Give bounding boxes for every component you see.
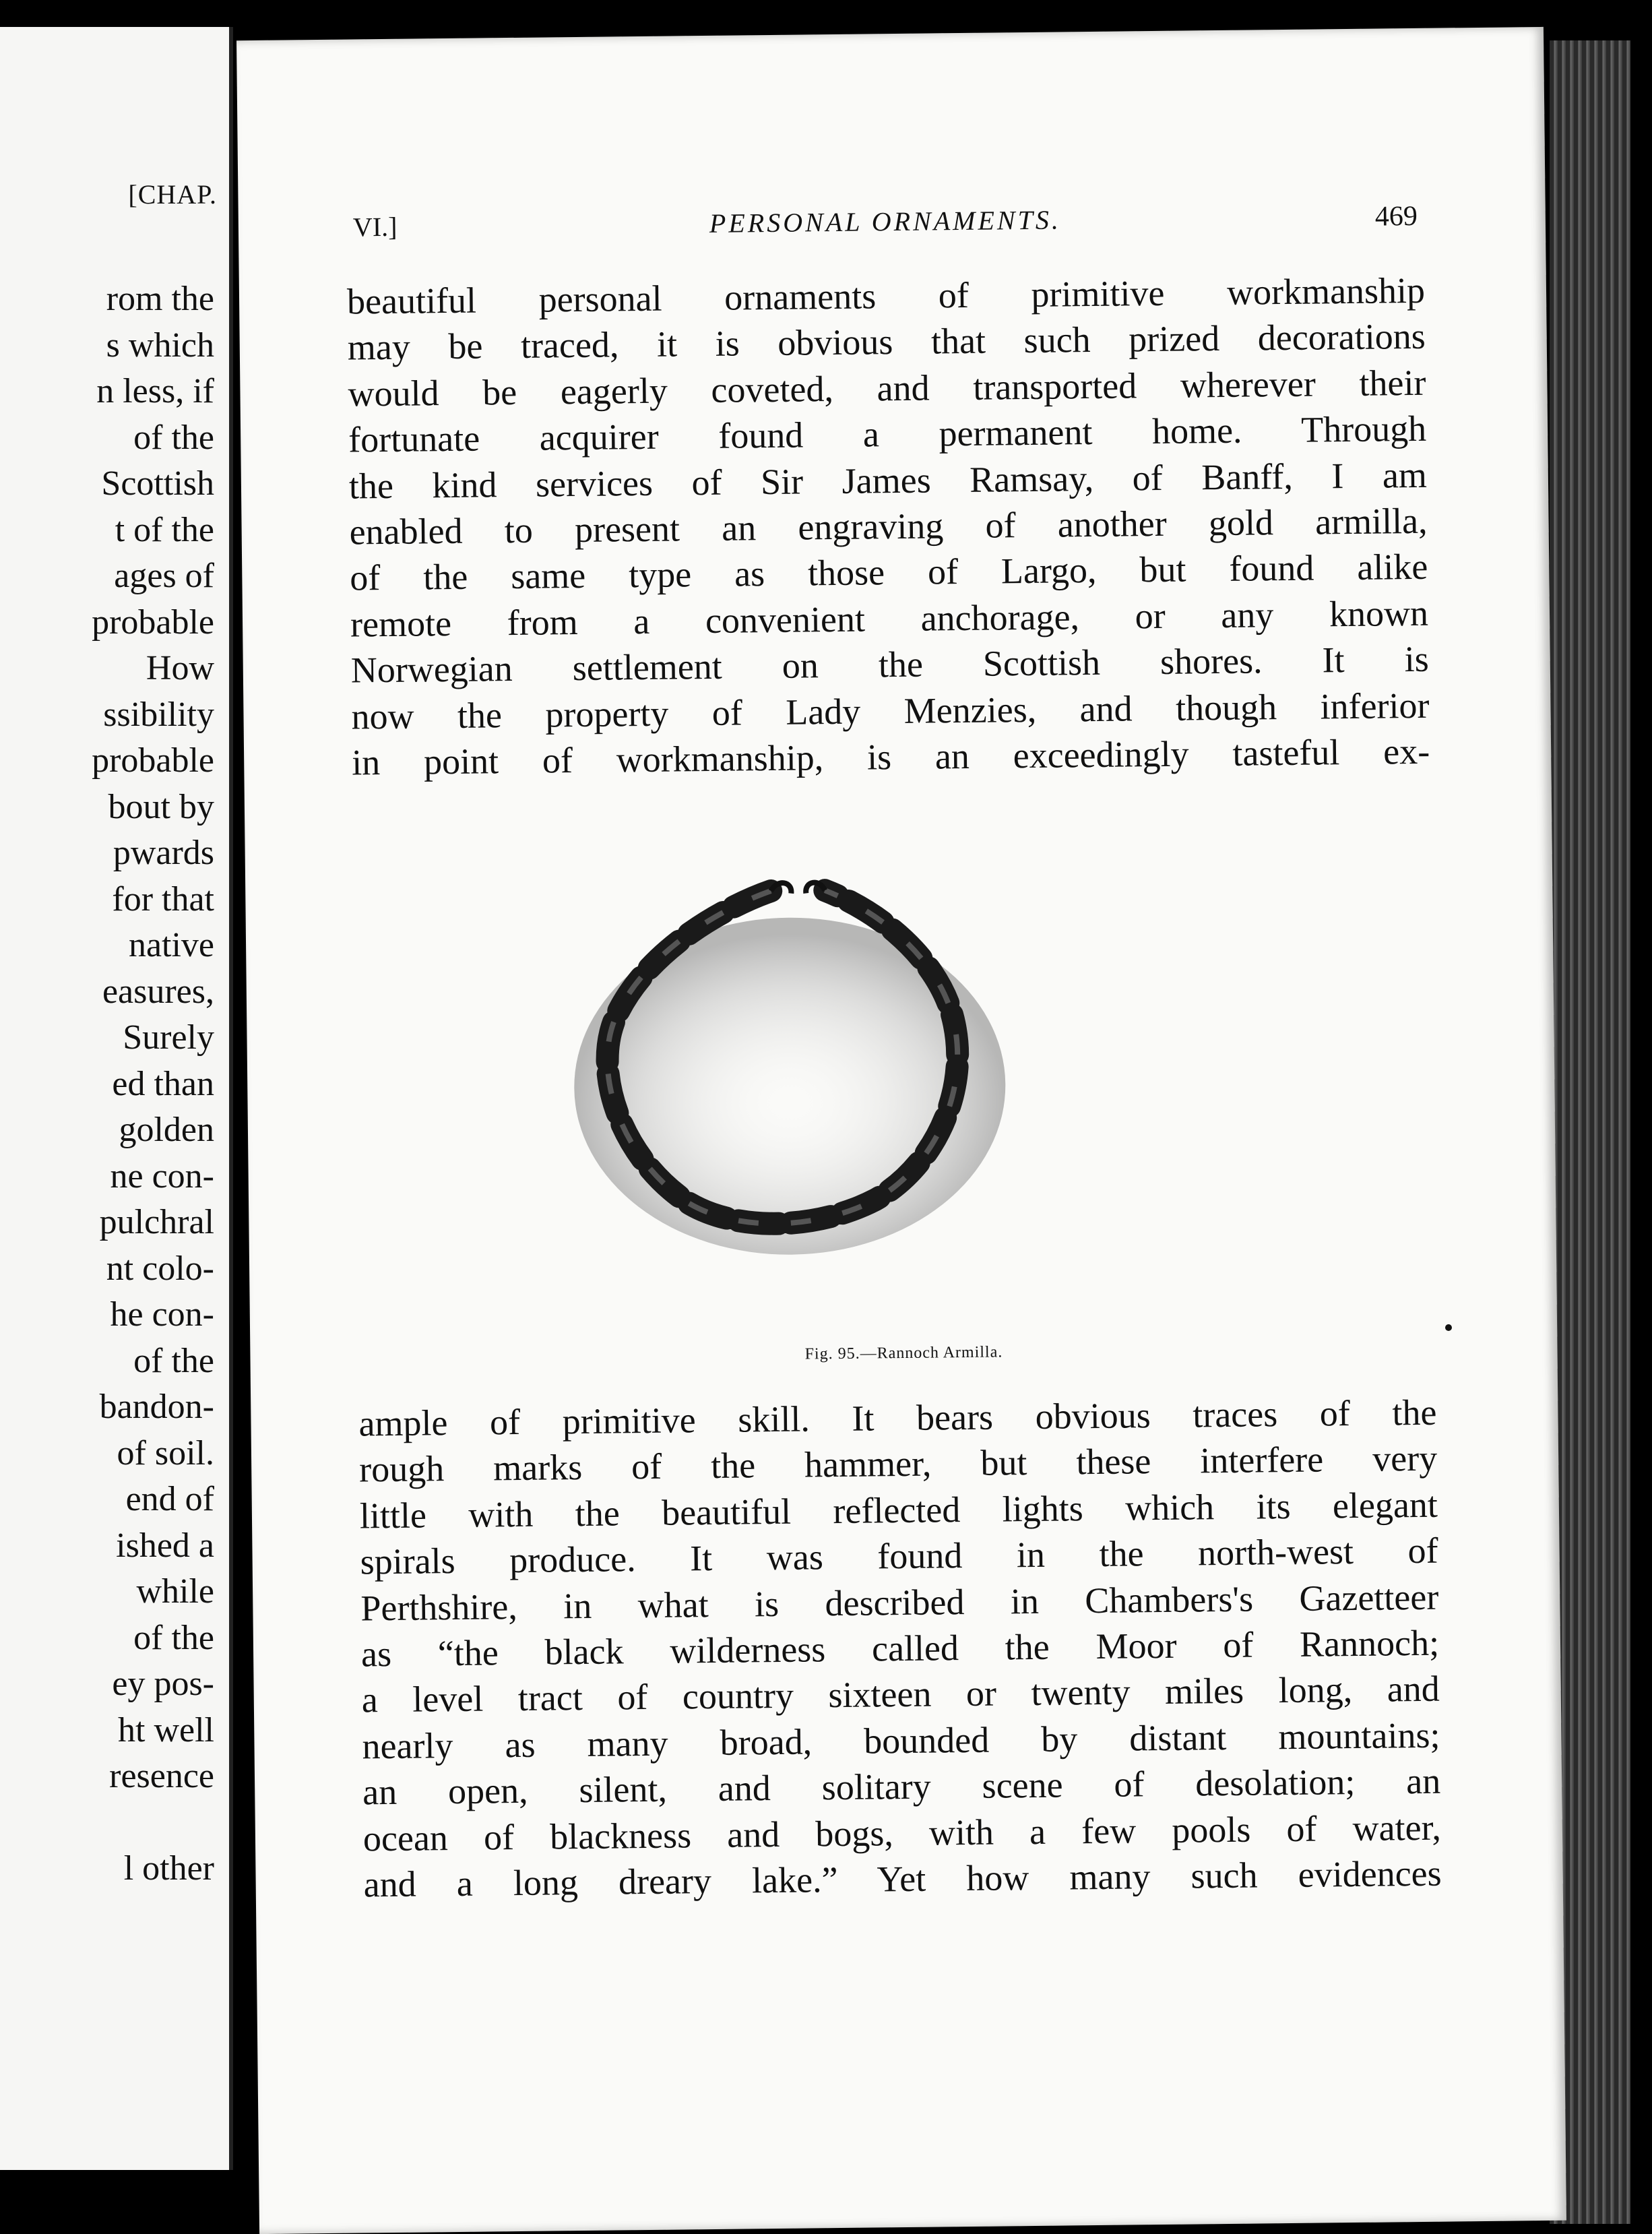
- text-line: t of the: [115, 510, 214, 549]
- text-line: an open, silent, and solitary scene of desolation; an: [362, 1760, 1441, 1813]
- text-line: ey pos-: [112, 1665, 214, 1703]
- text-line: ne con-: [110, 1156, 214, 1196]
- ink-speck: [1445, 1324, 1452, 1331]
- text-line: end of: [125, 1480, 214, 1518]
- text-line: fortunate acquirer found a permanent home. Through: [348, 408, 1427, 460]
- text-line: of the: [133, 418, 214, 457]
- text-line: a level tract of country sixteen or twenty miles long, and: [361, 1669, 1440, 1720]
- chapter-number: VI.]: [352, 211, 398, 243]
- text-line: ished a: [116, 1526, 214, 1565]
- text-line: rom the: [106, 280, 214, 318]
- text-line: enabled to present an engraving of another gold armilla,: [349, 500, 1428, 553]
- text-line: bout by: [108, 787, 214, 826]
- text-line: pulchral: [99, 1203, 214, 1241]
- text-line: s which: [106, 325, 214, 365]
- text-line: little with the beautiful reflected lights which its elegant: [359, 1484, 1438, 1537]
- text-line: Perthshire, in what is described in Chambers's Gazetteer: [360, 1576, 1439, 1629]
- text-line: rough marks of the hammer, but these interfere very: [358, 1438, 1438, 1490]
- text-line: probable: [92, 602, 214, 642]
- text-line: beautiful personal ornaments of primitive workmanship: [346, 270, 1426, 322]
- book-page: [236, 27, 1566, 2234]
- text-line: ages of: [114, 557, 214, 595]
- text-line: for that: [112, 879, 214, 919]
- text-line: How: [146, 649, 214, 687]
- text-line: nt colo-: [106, 1249, 214, 1288]
- facing-page: [0, 27, 233, 2170]
- text-line: as “the black wilderness called the Moor of Rannoch;: [360, 1622, 1440, 1675]
- text-line: remote from a convenient anchorage, or any known: [350, 592, 1429, 645]
- page-number: 469: [1374, 200, 1418, 232]
- body-text-bottom: [358, 1390, 1442, 1908]
- text-line: ample of primitive skill. It bears obvious traces of the: [358, 1392, 1437, 1444]
- text-line: of the: [133, 1618, 214, 1657]
- running-head: [353, 200, 1418, 252]
- text-line: resence: [109, 1757, 214, 1795]
- text-line: ed than: [112, 1064, 214, 1103]
- text-line: in point of workmanship, is an exceedingly tasteful ex-: [351, 731, 1430, 783]
- body-text-top: [347, 268, 1430, 786]
- text-line: and a long dreary lake.” Yet how many such evidences: [363, 1853, 1442, 1905]
- figure-caption: Fig. 95.—Rannoch Armilla.: [804, 1343, 1003, 1363]
- facing-page-header: [CHAP.: [128, 179, 217, 210]
- text-line: pwards: [113, 834, 214, 872]
- text-line: golden: [119, 1111, 214, 1149]
- text-line: Scottish: [101, 464, 214, 503]
- text-line: Surely: [123, 1018, 214, 1057]
- text-line: of the same type as those of Largo, but found alike: [350, 547, 1428, 598]
- armilla-engraving: [555, 861, 1031, 1270]
- text-line: nearly as many broad, bounded by distant mountains;: [362, 1714, 1440, 1767]
- text-line: now the property of Lady Menzies, and though inferior: [351, 685, 1430, 737]
- text-line: he con-: [110, 1295, 214, 1334]
- text-line: of soil.: [117, 1433, 214, 1472]
- text-line: easures,: [102, 972, 214, 1011]
- text-line: native: [128, 926, 214, 964]
- text-line: n less, if: [96, 372, 214, 410]
- text-line: [92, 1800, 214, 1847]
- text-line: ssibility: [103, 695, 214, 734]
- text-line: bandon-: [99, 1388, 214, 1426]
- text-line: Norwegian settlement on the Scottish shores. It is: [350, 638, 1430, 691]
- running-title: PERSONAL ORNAMENTS.: [709, 204, 1062, 239]
- text-line: the kind services of Sir James Ramsay, of Banff, I am: [348, 454, 1428, 507]
- text-line: may be traced, it is obvious that such prized decorations: [347, 316, 1426, 368]
- text-line: while: [136, 1572, 214, 1611]
- text-line: ocean of blackness and bogs, with a few pools of water,: [362, 1807, 1442, 1859]
- text-line: probable: [92, 741, 214, 780]
- text-line: of the: [133, 1341, 214, 1380]
- text-line: spirals produce. It was found in the north-west of: [360, 1530, 1438, 1582]
- text-line: ht well: [118, 1710, 214, 1749]
- text-line: would be eagerly coveted, and transported wherever their: [348, 362, 1426, 414]
- text-line: l other: [123, 1849, 214, 1888]
- facing-page-text: [92, 276, 214, 1892]
